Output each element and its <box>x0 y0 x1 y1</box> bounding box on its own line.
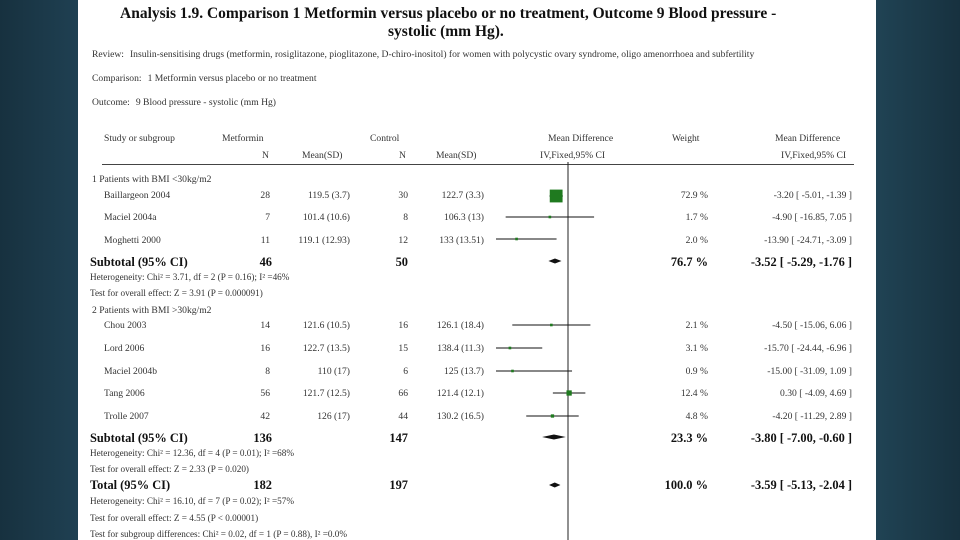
control-n: 30 <box>398 190 408 201</box>
analysis-title-line1: Analysis 1.9. Comparison 1 Metformin versus placebo or no treatment, Outcome 9 Blood pressure - <box>120 5 777 22</box>
total-metformin-n: 182 <box>253 478 272 492</box>
study-name: Trolle 2007 <box>104 411 149 422</box>
study-name: Maciel 2004a <box>104 212 157 223</box>
subtotal-diamond <box>548 259 561 264</box>
header-rule <box>102 164 854 165</box>
study-effect-square <box>551 414 554 417</box>
study-effect-square <box>550 324 553 327</box>
slide-background-left <box>0 0 78 540</box>
control-mean-sd: 106.3 (13) <box>444 212 484 223</box>
group-label: 1 Patients with BMI <30kg/m2 <box>92 174 212 185</box>
header-mean-difference-ci: Mean Difference <box>775 133 841 144</box>
outcome-label: Outcome: <box>92 97 130 108</box>
heterogeneity-text: Heterogeneity: Chi² = 3.71, df = 2 (P = 0.16); I² =46% <box>90 272 290 282</box>
metformin-mean-sd: 110 (17) <box>317 366 350 377</box>
study-name: Lord 2006 <box>104 343 145 354</box>
study-ci: -4.50 [ -15.06, 6.06 ] <box>772 320 852 331</box>
comparison-label: Comparison: <box>92 73 142 84</box>
overall-effect-text: Test for overall effect: Z = 3.91 (P = 0.000091) <box>90 288 263 298</box>
metformin-mean-sd: 121.7 (12.5) <box>302 388 350 399</box>
study-name: Baillargeon 2004 <box>104 190 171 201</box>
study-weight: 72.9 % <box>680 190 708 201</box>
metformin-mean-sd: 122.7 (13.5) <box>302 343 350 354</box>
total-ci: -3.59 [ -5.13, -2.04 ] <box>750 478 852 492</box>
overall-effect-text: Test for overall effect: Z = 2.33 (P = 0.020) <box>90 464 249 474</box>
control-mean-sd: 130.2 (16.5) <box>436 411 484 422</box>
study-weight: 3.1 % <box>685 343 708 354</box>
group-label: 2 Patients with BMI >30kg/m2 <box>92 305 212 316</box>
study-effect-square <box>511 370 514 373</box>
header-weight: Weight <box>672 133 700 144</box>
subtotal-metformin-n: 46 <box>259 255 272 269</box>
study-weight: 2.0 % <box>685 235 708 246</box>
metformin-mean-sd: 101.4 (10.6) <box>302 212 350 223</box>
subtotal-diamond <box>542 435 566 440</box>
study-ci: -3.20 [ -5.01, -1.39 ] <box>773 190 852 201</box>
subtotal-control-n: 50 <box>395 255 408 269</box>
metformin-n: 7 <box>265 212 270 223</box>
review-label: Review: <box>92 49 124 60</box>
control-mean-sd: 126.1 (18.4) <box>436 320 484 331</box>
study-effect-square <box>515 238 518 241</box>
control-n: 66 <box>398 388 408 399</box>
metformin-n: 14 <box>260 320 270 331</box>
subtotal-ci: -3.80 [ -7.00, -0.60 ] <box>750 431 852 445</box>
metformin-n: 28 <box>260 190 270 201</box>
study-name: Tang 2006 <box>104 388 145 399</box>
control-mean-sd: 138.4 (11.3) <box>437 343 484 354</box>
subtotal-weight: 76.7 % <box>670 255 708 269</box>
control-mean-sd: 121.4 (12.1) <box>436 388 484 399</box>
metformin-mean-sd: 126 (17) <box>317 411 350 422</box>
study-ci: -15.00 [ -31.09, 1.09 ] <box>767 366 852 377</box>
study-effect-square <box>509 347 512 350</box>
metformin-n: 56 <box>260 388 270 399</box>
control-n: 44 <box>398 411 408 422</box>
header-metformin-mean: Mean(SD) <box>302 150 343 161</box>
comparison-value: 1 Metformin versus placebo or no treatment <box>147 73 317 84</box>
study-name: Moghetti 2000 <box>104 235 161 246</box>
header-metformin: Metformin <box>222 133 264 144</box>
header-study: Study or subgroup <box>104 133 175 144</box>
study-ci: -15.70 [ -24.44, -6.96 ] <box>764 343 852 354</box>
review-line <box>92 49 754 60</box>
study-ci: -4.20 [ -11.29, 2.89 ] <box>772 411 852 422</box>
study-weight: 12.4 % <box>680 388 708 399</box>
study-name: Maciel 2004b <box>104 366 158 377</box>
total-overall-effect-text: Test for overall effect: Z = 4.55 (P < 0.00001) <box>90 513 259 523</box>
control-mean-sd: 125 (13.7) <box>444 366 484 377</box>
study-ci: -4.90 [ -16.85, 7.05 ] <box>772 212 852 223</box>
comparison-line <box>92 73 317 84</box>
metformin-mean-sd: 119.5 (3.7) <box>307 190 350 201</box>
total-control-n: 197 <box>389 478 408 492</box>
study-weight: 0.9 % <box>685 366 708 377</box>
study-effect-square <box>550 190 563 203</box>
header-md-ci-method: IV,Fixed,95% CI <box>781 150 847 161</box>
control-n: 15 <box>398 343 408 354</box>
total-weight: 100.0 % <box>664 478 708 492</box>
metformin-mean-sd: 121.6 (10.5) <box>302 320 350 331</box>
header-mean-difference: Mean Difference <box>548 133 614 144</box>
subgroup-differences-text: Test for subgroup differences: Chi² = 0.02, df = 1 (P = 0.88), I² =0.0% <box>90 529 348 539</box>
outcome-value: 9 Blood pressure - systolic (mm Hg) <box>135 97 277 108</box>
control-n: 6 <box>403 366 408 377</box>
control-mean-sd: 122.7 (3.3) <box>441 190 484 201</box>
study-ci: -13.90 [ -24.71, -3.09 ] <box>764 235 852 246</box>
outcome-line <box>92 97 276 108</box>
study-effect-square <box>549 216 552 219</box>
control-mean-sd: 133 (13.51) <box>439 235 484 246</box>
header-control-n: N <box>399 150 406 161</box>
total-diamond <box>549 483 560 488</box>
metformin-n: 11 <box>260 235 270 246</box>
forest-plot-document <box>78 0 876 540</box>
subtotal-ci: -3.52 [ -5.29, -1.76 ] <box>750 255 852 269</box>
subtotal-label: Subtotal (95% CI) <box>90 255 188 269</box>
header-md-method: IV,Fixed,95% CI <box>540 150 606 161</box>
study-effect-square <box>566 390 571 395</box>
metformin-mean-sd: 119.1 (12.93) <box>298 235 350 246</box>
subtotal-metformin-n: 136 <box>253 431 272 445</box>
header-control: Control <box>370 133 400 144</box>
study-weight: 1.7 % <box>685 212 708 223</box>
total-label: Total (95% CI) <box>90 478 171 492</box>
metformin-n: 16 <box>260 343 270 354</box>
control-n: 16 <box>398 320 408 331</box>
header-control-mean: Mean(SD) <box>436 150 477 161</box>
header-metformin-n: N <box>262 150 269 161</box>
control-n: 12 <box>398 235 408 246</box>
total-heterogeneity-text: Heterogeneity: Chi² = 16.10, df = 7 (P = 0.02); I² =57% <box>90 496 294 506</box>
review-value: Insulin-sensitising drugs (metformin, rosiglitazone, pioglitazone, D-chiro-inositol) for women with polycystic ovary syndrome, oligo amenorrhoea and subfertility <box>129 49 755 60</box>
study-weight: 4.8 % <box>685 411 708 422</box>
control-n: 8 <box>403 212 408 223</box>
metformin-n: 8 <box>265 366 270 377</box>
heterogeneity-text: Heterogeneity: Chi² = 12.36, df = 4 (P = 0.01); I² =68% <box>90 448 294 458</box>
metformin-n: 42 <box>260 411 270 422</box>
subtotal-label: Subtotal (95% CI) <box>90 431 188 445</box>
subtotal-weight: 23.3 % <box>670 431 708 445</box>
study-weight: 2.1 % <box>685 320 708 331</box>
analysis-title-line2: systolic (mm Hg). <box>388 23 504 40</box>
slide-background-right <box>876 0 960 540</box>
study-ci: 0.30 [ -4.09, 4.69 ] <box>780 388 852 399</box>
subtotal-control-n: 147 <box>389 431 408 445</box>
study-name: Chou 2003 <box>104 320 147 331</box>
